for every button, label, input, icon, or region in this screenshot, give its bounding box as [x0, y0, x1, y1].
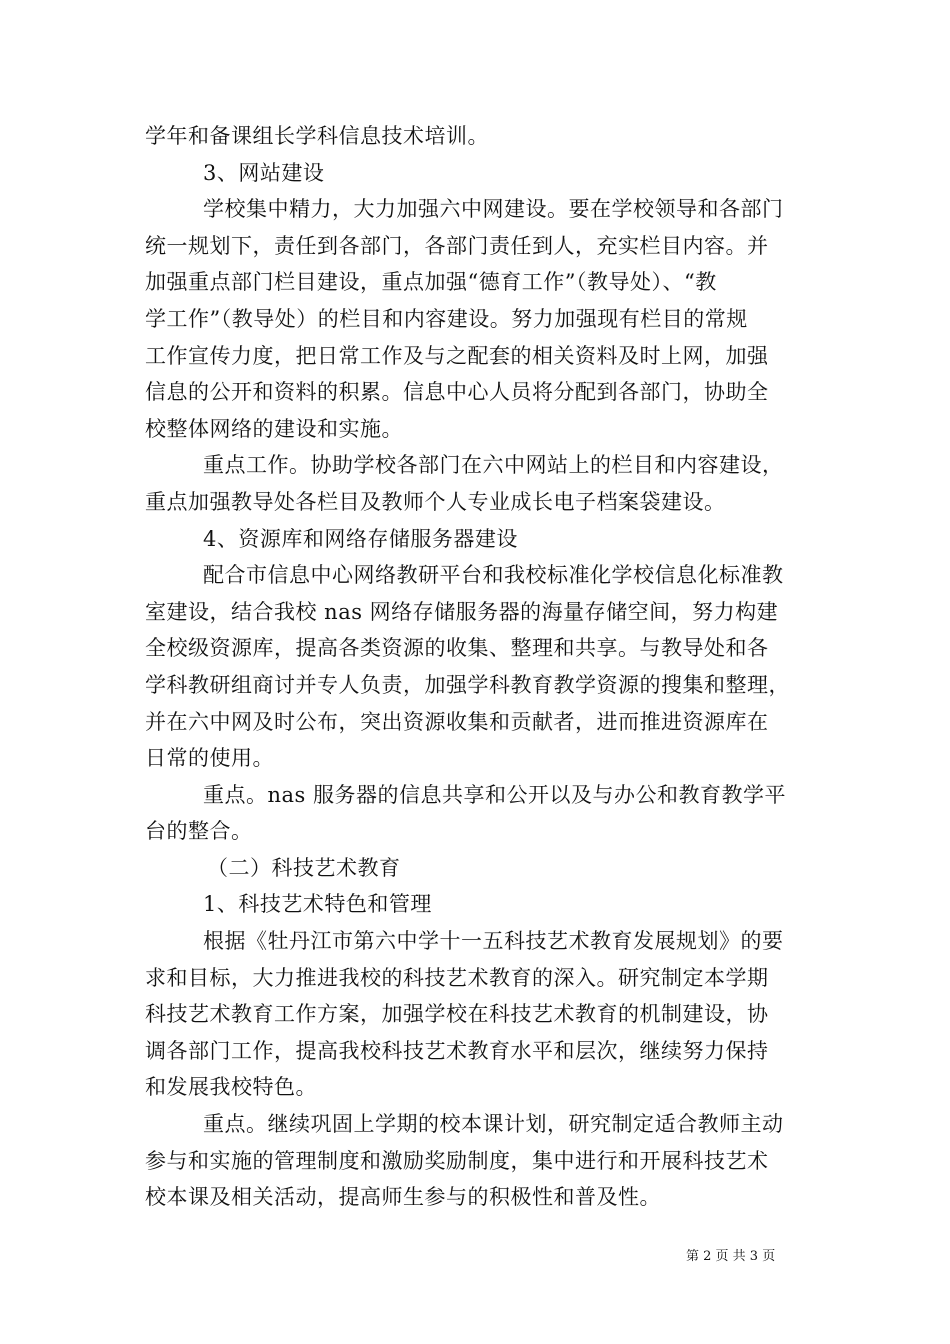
text-line: 和发展我校特色。: [145, 1075, 317, 1100]
page-number-footer: 第 2 页 共 3 页: [686, 1249, 776, 1264]
text-line: 重点。nas 服务器的信息共享和公开以及与办公和教育教学平: [203, 782, 786, 807]
text-line: 校整体网络的建设和实施。: [145, 416, 403, 441]
text-line: 并在六中网及时公布，突出资源收集和贡献者，进而推进资源库在: [145, 709, 769, 734]
text-line: 信息的公开和资料的积累。信息中心人员将分配到各部门，协助全: [145, 380, 769, 405]
text-line: 参与和实施的管理制度和激励奖励制度，集中进行和开展科技艺术: [145, 1148, 769, 1173]
text-line: 求和目标，大力推进我校的科技艺术教育的深入。研究制定本学期: [145, 965, 769, 990]
text-line: 学年和备课组长学科信息技术培训。: [145, 124, 489, 148]
text-line: 1、科技艺术特色和管理: [203, 892, 432, 917]
text-line: 调各部门工作，提高我校科技艺术教育水平和层次，继续努力保持: [145, 1038, 769, 1063]
text-line: 加强重点部门栏目建设，重点加强“德育工作”（教导处）、“教: [145, 270, 717, 295]
text-line: 4、资源库和网络存储服务器建设: [203, 526, 518, 551]
text-line: 重点加强教导处各栏目及教师个人专业成长电子档案袋建设。: [145, 489, 726, 514]
text-line: 日常的使用。: [145, 746, 274, 771]
text-line: 3、网站建设: [203, 160, 325, 185]
text-line: 学工作”（教导处）的栏目和内容建设。努力加强现有栏目的常规: [145, 306, 748, 331]
text-line: 重点。继续巩固上学期的校本课计划，研究制定适合教师主动: [203, 1112, 784, 1137]
text-line: 根据《牡丹江市第六中学十一五科技艺术教育发展规划》的要: [203, 929, 784, 954]
text-line: 工作宣传力度，把日常工作及与之配套的相关资料及时上网，加强: [145, 343, 769, 368]
text-line: 统一规划下，责任到各部门，各部门责任到人，充实栏目内容。并: [145, 233, 769, 258]
text-line: 室建设，结合我校 nas 网络存储服务器的海量存储空间，努力构建: [145, 599, 779, 624]
text-line: 重点工作。协助学校各部门在六中网站上的栏目和内容建设，: [203, 453, 784, 478]
text-line: （二）科技艺术教育: [207, 855, 401, 880]
text-line: 台的整合。: [145, 819, 253, 844]
text-line: 全校级资源库，提高各类资源的收集、整理和共享。与教导处和各: [145, 636, 769, 661]
text-line: 学校集中精力，大力加强六中网建设。要在学校领导和各部门: [203, 197, 784, 222]
text-line: 科技艺术教育工作方案，加强学校在科技艺术教育的机制建设，协: [145, 1002, 769, 1027]
document-body: [145, 118, 810, 1216]
text-line: 校本课及相关活动，提高师生参与的积极性和普及性。: [145, 1185, 661, 1210]
text-line: 配合市信息中心网络教研平台和我校标准化学校信息化标准教: [203, 563, 784, 588]
text-line: 学科教研组商讨并专人负责，加强学科教育教学资源的搜集和整理，: [145, 672, 790, 697]
